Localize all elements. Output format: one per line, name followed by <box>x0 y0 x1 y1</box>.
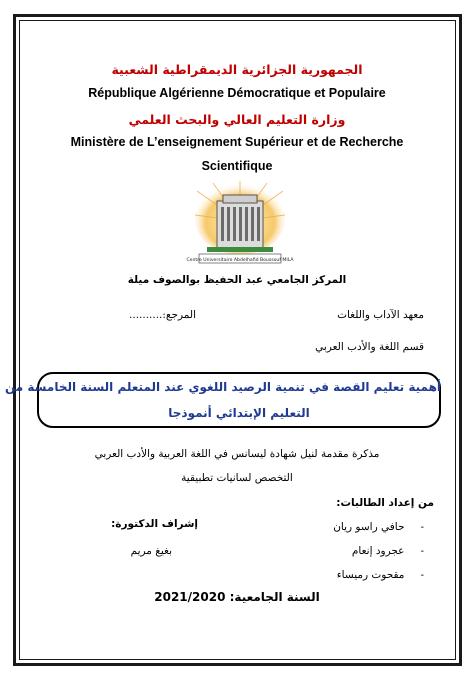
republic-title-ar: الجمهورية الجزائرية الديمقراطية الشعبية <box>111 62 363 77</box>
specialization: التخصص لسانيات تطبيقية <box>181 472 293 484</box>
university-building-logo <box>186 181 294 265</box>
list-item <box>352 545 424 557</box>
memo-description: مذكرة مقدمة لنيل شهادة ليسانس في اللغة العربية والأدب العربي <box>94 448 380 460</box>
list-item <box>337 569 424 581</box>
student-name: عجرود إنعام <box>351 545 405 557</box>
institute-name: معهد الآداب واللغات <box>337 309 424 321</box>
logo-caption: Centre Universitaire Abdelhafid Boussouf MILA <box>186 258 294 263</box>
department-name: قسم اللغة والأدب العربي <box>315 341 424 353</box>
thesis-title-line2: التعليم الإبتدائي أنموذجا <box>168 406 310 420</box>
student-name: مقحوت رميساء <box>336 569 405 581</box>
list-item <box>333 521 424 533</box>
supervisor-label: إشراف الدكتورة: <box>111 518 198 530</box>
university-center-name: المركز الجامعي عبد الحفيظ بوالصوف ميلة <box>127 274 347 286</box>
thesis-title-line1: أهمية تعليم القصة في تنمية الرصيد اللغوي عند المتعلم السنة الخامسة من <box>5 380 441 394</box>
ministry-title-ar: وزارة التعليم العالي والبحث العلمي <box>128 112 346 127</box>
bullet-dash: - <box>420 545 424 557</box>
republic-title-fr: République Algérienne Démocratique et Populaire <box>88 86 386 100</box>
prepared-by-label: من إعداد الطالبات: <box>336 497 434 509</box>
academic-year: السنة الجامعية: 2021/2020 <box>154 590 320 604</box>
supervisor-name: بغيغ مريم <box>130 545 172 557</box>
reference-field: المرجع:.......... <box>129 309 196 321</box>
ministry-title-fr-line2: Scientifique <box>201 159 273 173</box>
student-name: حافي راسو ريان <box>333 521 405 533</box>
bullet-dash: - <box>420 521 424 533</box>
bullet-dash: - <box>420 569 424 581</box>
ministry-title-fr-line1: Ministère de L’enseignement Supérieur et de Recherche <box>70 135 404 149</box>
